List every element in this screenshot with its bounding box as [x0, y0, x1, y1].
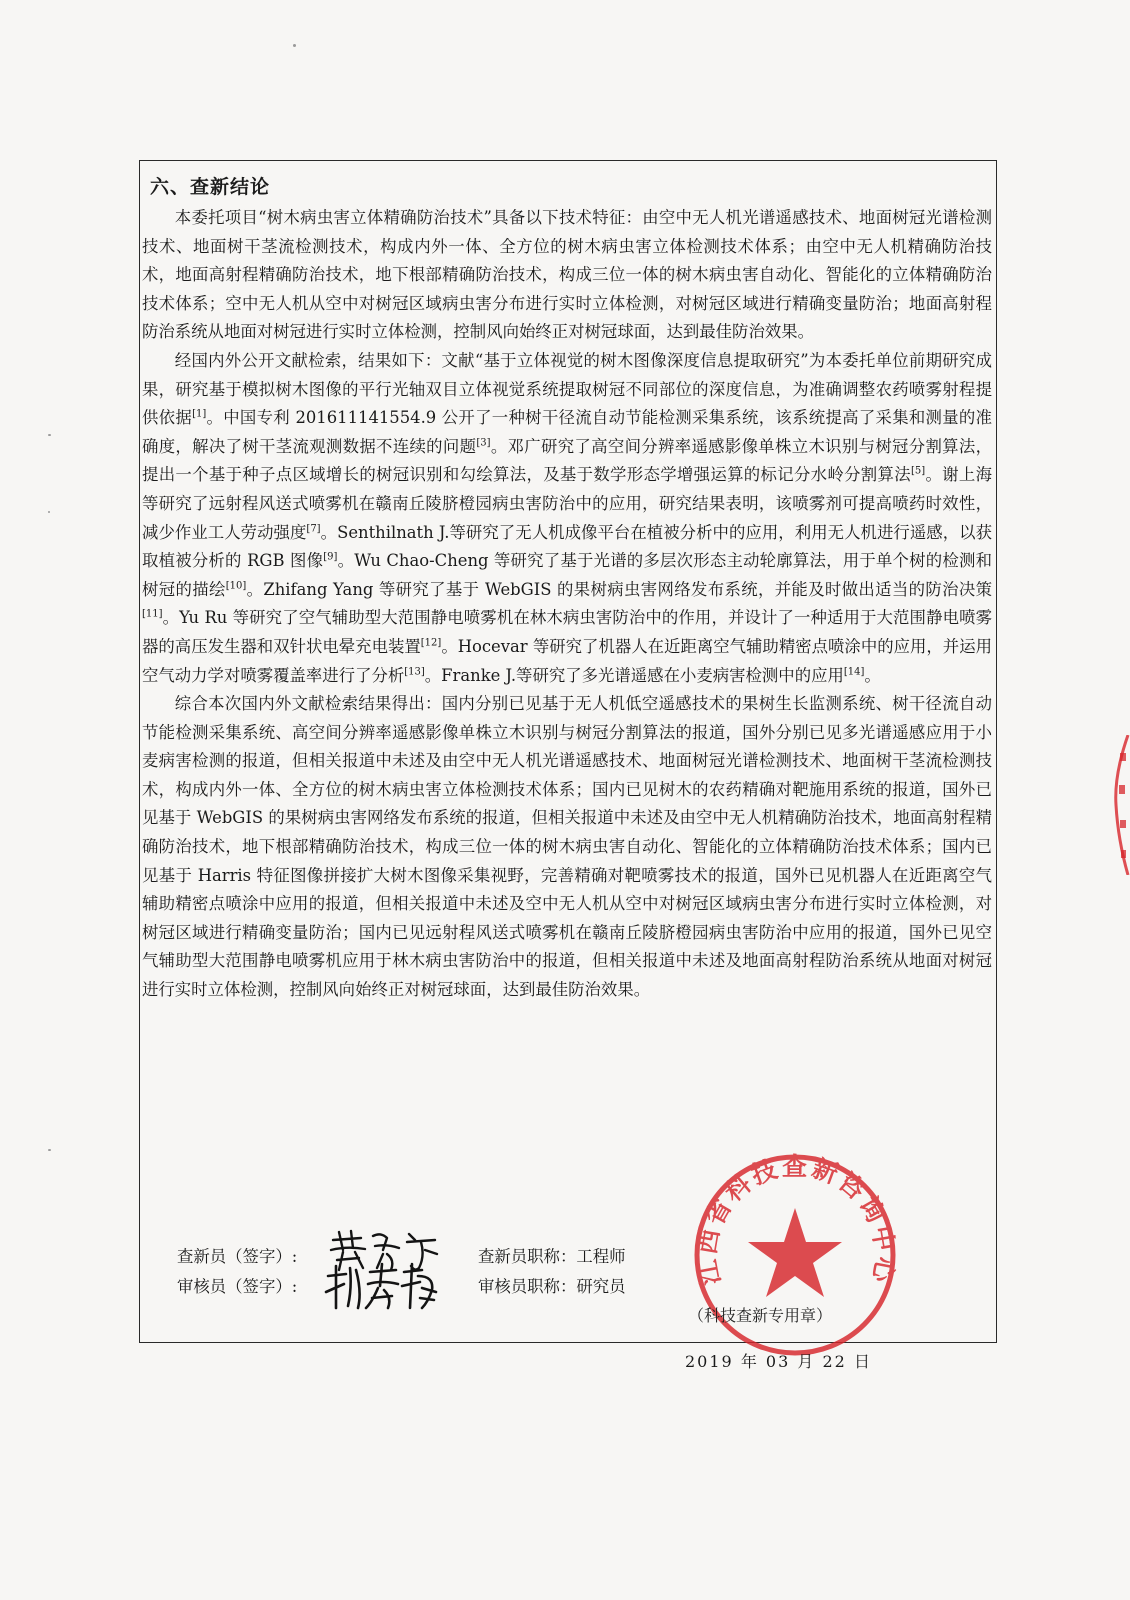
- date-day: 22: [822, 1352, 847, 1371]
- lit-text-5: 。Senthilnath J.等研究了无人机成像平台在植被分析中的应用，利用无人机进行遥感，以获取植被分析的 RGB 图像: [142, 522, 992, 571]
- reviewer-signature-label: 审核员（签字）:: [177, 1277, 298, 1296]
- reviewer-title-value: 研究员: [576, 1277, 626, 1296]
- citation-3: [3]: [476, 437, 491, 449]
- seal-caption: （科技查新专用章）: [688, 1306, 833, 1325]
- reviewer-title-row: [478, 1273, 626, 1297]
- citation-1: [1]: [192, 408, 207, 420]
- scan-speck: [48, 511, 50, 513]
- conclusion-body: [142, 204, 992, 1005]
- date-year-unit: 年: [740, 1352, 759, 1371]
- report-date: [685, 1349, 872, 1372]
- citation-14: [14]: [843, 666, 865, 678]
- lit-text-1: 经国内外公开文献检索，结果如下：文献“基于立体视觉的树木图像深度信息提取研究”为本委托单位前期研究成果，研究基于模拟树木图像的平行光轴双目立体视觉系统提取树冠不同部位的深度信息，为准确调整农药喷雾射程提供依据: [142, 350, 992, 428]
- citation-11: [11]: [142, 608, 163, 620]
- citation-5: [5]: [910, 465, 926, 477]
- section-title: 六、查新结论: [150, 176, 271, 198]
- searcher-title-value: 工程师: [576, 1247, 626, 1266]
- lit-text-2: 。中国专利 201611141554.9 公开了一种树干径流自动节能检测采集系统，该系统提高了采集和测量的准确度，解决了树干茎流观测数据不连续的问题: [142, 408, 993, 456]
- svg-text:江西省科技查新咨询中心: 江西省科技查新咨询中心: [692, 1151, 900, 1288]
- reviewer-handwritten-signature: [322, 1262, 440, 1312]
- reviewer-title-label: 审核员职称：: [478, 1277, 577, 1296]
- scan-speck: [293, 44, 296, 47]
- lit-text-4: 。谢上海等研究了远射程风送式喷雾机在赣南丘陵脐橙园病虫害防治中的应用，研究结果表明，该喷雾剂可提高喷药时效性，减少作业工人劳动强度: [142, 465, 993, 542]
- lit-text-10: 。Franke J.等研究了多光谱遥感在小麦病害检测中的应用: [424, 665, 844, 685]
- date-day-unit: 日: [853, 1352, 872, 1371]
- date-year: 2019: [685, 1352, 734, 1371]
- paragraph-literature: [142, 347, 992, 690]
- lit-text-6: 。Wu Chao-Cheng 等研究了基于光谱的多层次形态主动轮廓算法，用于单个树的检测和树冠的描绘: [142, 551, 992, 599]
- searcher-title-row: [478, 1243, 626, 1267]
- scan-speck: [48, 434, 51, 436]
- citation-9: [9]: [323, 551, 338, 563]
- date-month: 03: [765, 1352, 791, 1371]
- searcher-signature-label: 查新员（签字）:: [177, 1247, 298, 1266]
- citation-10: [10]: [225, 580, 247, 592]
- lit-text-7: 。Zhifang Yang 等研究了基于 WebGIS 的果树病虫害网络发布系统，并能及时做出适当的防治决策: [246, 579, 993, 599]
- citation-13: [13]: [404, 666, 425, 678]
- official-seal: [690, 1150, 900, 1360]
- lit-text-9: 。Hocevar 等研究了机器人在近距离空气辅助精密点喷涂中的应用，并运用空气动力学对喷雾覆盖率进行了分析: [142, 636, 992, 685]
- scan-speck: [48, 1149, 51, 1151]
- date-month-unit: 月: [797, 1352, 816, 1371]
- citation-7: [7]: [306, 523, 321, 535]
- lit-text-3: 。邓广研究了高空间分辨率遥感影像单株立木识别与树冠分割算法，提出一个基于种子点区域增长的树冠识别和勾绘算法，及基于数学形态学增强运算的标记分水岭分割算法: [142, 436, 993, 485]
- paragraph-summary: 综合本次国内外文献检索结果得出：国内分别已见基于无人机低空遥感技术的果树生长监测系统、树干径流自动节能检测采集系统、高空间分辨率遥感影像单株立木识别与树冠分割算法的报道，国外分别已见多光谱遥感应用于小麦病害检测的报道，但相关报道中未述及由空中无人机光谱遥感技术、地面树冠光谱检测技术、地面树干茎流检测技术，构成内外一体、全方位的树木病虫害立体检测技术体系；国内已见树木的农药精确对靶施用系统的报道，国外已见基于 WebGIS 的果树病虫害网络发布系统的报道，但相关报道中未述及由空中无人机精确防治技术，地面高射程精确防治技术，地下根部精确防治技术，构成三位一体的树木病虫害自动化、智能化的立体精确防治技术体系；国内已见基于 Harris 特征图像拼接扩大树木图像采集视野，完善精确对靶喷雾技术的报道，国外已见机器人在近距离空气辅助精密点喷涂中应用的报道，但相关报道中未述及空中无人机从空中对树冠区域病虫害分布进行实时立体检测，对树冠区域进行精确变量防治；国内已见远射程风送式喷雾机在赣南丘陵脐橙园病虫害防治中应用的报道，国外已见空气辅助型大范围静电喷雾机应用于林木病虫害防治中的报道，但相关报道中未述及地面高射程防治系统从地面对树冠进行实时立体检测，控制风向始终正对树冠球面，达到最佳防治效果。: [142, 694, 992, 1000]
- citation-12: [12]: [420, 637, 442, 649]
- lit-text-8: 。Yu Ru 等研究了空气辅助型大范围静电喷雾机在林木病虫害防治中的作用，并设计了一种适用于大范围静电喷雾器的高压发生器和双针状电晕充电装置: [142, 608, 992, 656]
- edge-seal-fragment: [1108, 735, 1130, 875]
- lit-text-11: 。: [864, 665, 881, 685]
- searcher-title-label: 查新员职称：: [478, 1247, 577, 1266]
- seal-star-icon: [748, 1208, 842, 1297]
- paragraph-features: 本委托项目“树木病虫害立体精确防治技术”具备以下技术特征：由空中无人机光谱遥感技术、地面树冠光谱检测技术、地面树干茎流检测技术，构成内外一体、全方位的树木病虫害立体检测技术体系；由空中无人机精确防治技术，地面高射程精确防治技术，地下根部精确防治技术，构成三位一体的树木病虫害自动化、智能化的立体精确防治技术体系；空中无人机从空中对树冠区域病虫害分布进行实时立体检测，对树冠区域进行精确变量防治；地面高射程防治系统从地面对树冠进行实时立体检测，控制风向始终正对树冠球面，达到最佳防治效果。: [142, 208, 992, 342]
